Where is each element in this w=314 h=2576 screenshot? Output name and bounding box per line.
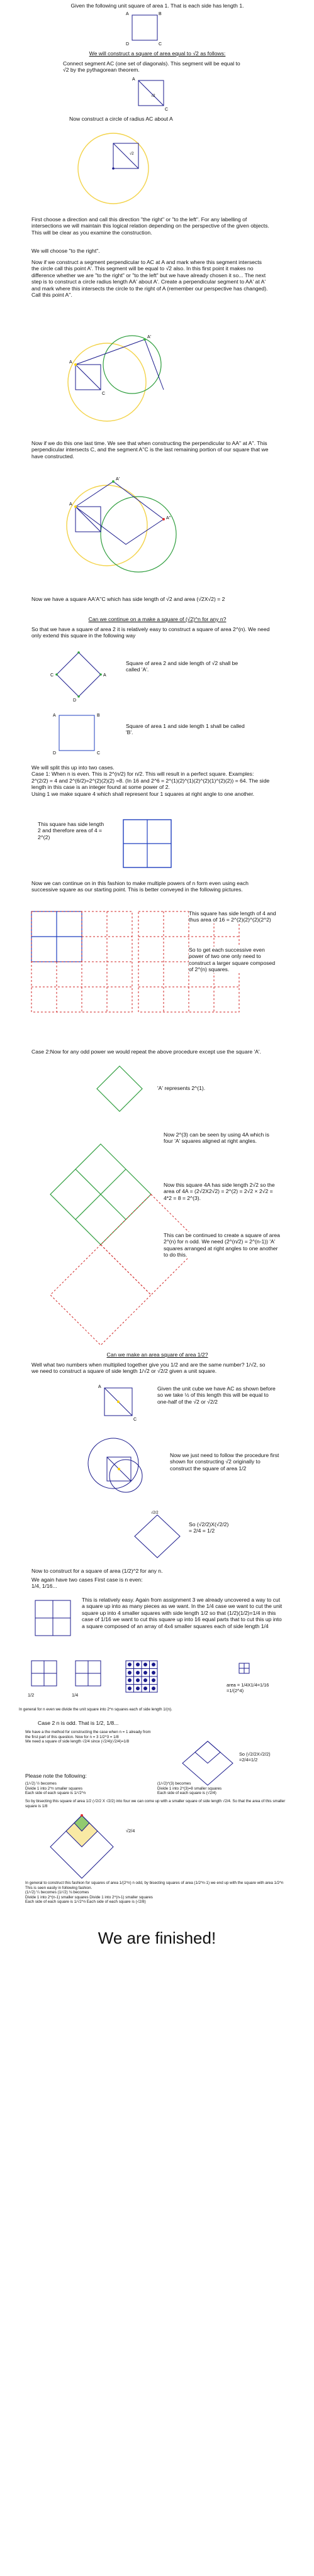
section4-heading: Can we make an area square of area 1/2? bbox=[106, 1351, 208, 1358]
label-d: D bbox=[126, 42, 130, 47]
fig-label: √2/4 bbox=[126, 1828, 135, 1834]
unit-square-figure bbox=[120, 10, 176, 48]
unit-cube-figure bbox=[94, 1383, 151, 1427]
svg-text:D: D bbox=[53, 751, 57, 756]
svg-text:√2: √2 bbox=[151, 94, 155, 98]
svg-text:D: D bbox=[73, 698, 77, 703]
two-cases-text: We again have two cases First case is n even: 1/4, 1/16... bbox=[31, 1577, 143, 1590]
svg-text:C: C bbox=[50, 673, 54, 678]
svg-text:A: A bbox=[69, 502, 72, 507]
svg-text:√2: √2 bbox=[130, 152, 134, 156]
given-text: Given the following unit square of area 1. That is each side has length 1. bbox=[70, 3, 244, 9]
half-square-figure bbox=[132, 1509, 195, 1565]
svg-text:A': A' bbox=[116, 477, 120, 482]
small-label-5: area = 1/4X1/4=1/16 =1/(2^4) bbox=[227, 1682, 269, 1693]
case2-text: Case 2:Now for any odd power we would repeat the above procedure except use the square 'A'. bbox=[31, 1049, 261, 1055]
diagonal-figure bbox=[126, 75, 182, 113]
section4-body: Well what two numbers when multiplied together give you 1/2 and are the same number? 1/√2, so we need to construct a square of side length 1/√2 or √2/2 given a unit square. bbox=[31, 1362, 266, 1375]
diagonal-text: Connect segment AC (one set of diagonals). This segment will be equal to √2 by the pythagorean theorem. bbox=[63, 60, 240, 74]
perpendicular-figure bbox=[38, 327, 201, 434]
so-half-text: So (√2/2)X(√2/2) = 2/4 = 1/2 bbox=[189, 1521, 229, 1534]
given-half-text: Given the unit cube we have AC as shown before so we take ½ of this length this will be equal to one-half of the √2 or √2/2 bbox=[157, 1385, 276, 1405]
circle-figure bbox=[76, 124, 189, 212]
construct-1-4-text: Now to construct for a square of area (1/2)^2 for any n. bbox=[31, 1568, 163, 1574]
please-note-text: Please note the following: bbox=[25, 1773, 87, 1779]
a-rep-figure bbox=[94, 1062, 157, 1119]
continued-text: This can be continued to create a square of area 2^(n) for n odd. We need (2^(n/2) = 2^(n-1)) 'A' squares arranged at right angles to one another to do this. bbox=[164, 1232, 283, 1258]
label-b: B bbox=[159, 12, 162, 16]
continue-text: Now we can continue on in this fashion to make multiple powers of n form even using each successive square as our starting point. This is better conveyed in the following pictures. bbox=[31, 880, 249, 893]
square-a-text: Square of area 2 and side length of √2 shall be called 'A'. bbox=[126, 660, 238, 673]
svg-text:A: A bbox=[69, 360, 72, 365]
svg-text:A: A bbox=[103, 673, 106, 678]
note1-text: (1/√2) ½ becomes Divide 1 into 2^n smaller squares Each side of each square is 1/√2^n bbox=[25, 1781, 86, 1796]
in-general-text: In general for n even we divide the unit square into 2^n squares each of side length 1/(n). bbox=[19, 1707, 172, 1712]
half-circle-figure bbox=[82, 1432, 170, 1507]
small-label-3: 1/4 bbox=[72, 1692, 79, 1698]
label-c: C bbox=[159, 42, 162, 47]
side2-text: This square has side length 2 and therefore area of 4 = 2^(2) bbox=[38, 821, 104, 840]
perpendicular-text: Now if we construct a segment perpendicular to AC at A and mark where this segment intersects the circle call this point A'. This segment will be equal to √2 also. In this first point it makes no difference whether we are "to the right" or "to the left" but we have already chosen it so... The next step is to construct a circle radius length AA' about A'. Create a perpendicular segment to AA' at A' and mark where this intersects the circle to the right of A (remember our perspective has changed). Call this point A''. bbox=[31, 259, 268, 299]
svg-text:B: B bbox=[97, 713, 100, 718]
choose-text: We will choose "to the right". bbox=[31, 248, 100, 254]
square-a-figure bbox=[50, 647, 120, 704]
section2-heading: Can we continue on a make a square of (√2)^n for any n? bbox=[88, 616, 227, 622]
finished-title: We are finished! bbox=[98, 1929, 216, 1947]
split-text: We will split this up into two cases. Case 1: When n is even. This is 2^(n/2) for n/2. This will result in a perfect square. Examples: 2^(2/2) = 4 and 2^(6/2)=2^(2)(2)(2) =8. (In 16 and 2^6 = 2^(1)(2)^(1)(2)^(2)(1)^(2)(2)) = 64. The side length in this case is an integer found at some power of 2. Using 1 we make square 4 which shall represent four 1 squares at right angle to one another. bbox=[31, 764, 270, 797]
circle-a-text: Now construct a circle of radius AC about A bbox=[69, 116, 173, 122]
square-b-figure bbox=[50, 710, 120, 761]
general-text: In general to construct this fashion for squares of area 1/(2^n) n odd, by bisecting squares of area (1/2^n-1) we end up with the square with area 1/2^n This is seen easily in following fashion. (1/√2) ¼ becomes (1/√2) ⅛ becomes Divide 1 into 2^(n-1) smaller squares Divide 1 into 2^(n-1) smaller squares Each side of each square is 1/√2^n Each side of each square is (√2/8) bbox=[25, 1881, 284, 1905]
a-rep-text: 'A' represents 2^(1). bbox=[157, 1085, 206, 1091]
relatively-text: This is relatively easy. Again from assignment 3 we already uncovered a way to cut a square up into as many pieces as we want. In the 1/4 case we want to cut the unit square up into 4 smaller squares with side length 1/2 so that (1/2)(1/2)=1/4 in this case of 1/16 we want to cut this square up into 16 equal parts that to cut this up into a square composed of an array of 4x4 smaller squares each of side length 1/4 bbox=[82, 1597, 283, 1629]
label-a: A bbox=[126, 12, 129, 16]
construct-heading: We will construct a square of area equal to √2 as follows: bbox=[89, 50, 226, 57]
four-square-figure bbox=[120, 816, 176, 872]
result-text: Now we have a square AA'A''C which has side length of √2 and area (√2X√2) = 2 bbox=[31, 596, 225, 602]
svg-text:C: C bbox=[97, 751, 101, 756]
svg-text:C: C bbox=[133, 1417, 137, 1422]
so-by-text: So by bisecting this square of area 1/2 (√2/2 X √2/2) into four we can come up with a smaller square of side length √2/4. So that the area of this smaller square is 1/8 bbox=[25, 1799, 286, 1808]
quarter-grid-figure bbox=[31, 1597, 76, 1641]
nested-figure bbox=[38, 1810, 164, 1880]
svg-text:C: C bbox=[165, 107, 169, 112]
follow-text: Now we just need to follow the procedure first shown for constructing √2 originally to construct the square of area 1/2 bbox=[170, 1452, 279, 1472]
note2-text: (1/√2)^(3) becomes Divide 1 into 2^(3)=8 smaller squares Each side of each square is (√2/4) bbox=[157, 1781, 222, 1796]
small-figures-row bbox=[25, 1654, 289, 1705]
a23-text: Now 2^(3) can be seen by using 4A which is four 'A' squares aligned at right angles. bbox=[164, 1131, 269, 1145]
side4-text: This square has side length of 4 and thus area of 16 = 2^(2)(2)^(2)(2^2) bbox=[189, 910, 276, 923]
successive-text: So to get each successive even power of two one only need to construct a larger square composed of 2^(n) squares. bbox=[189, 947, 277, 973]
odd-body-text: We have a the method for constructing the case when n = 1 already from the first part of this question. Now for n = 3 1/2^3 = 1/8 We need a square of side length √2/4 since (√2/4)(√2/4)=1/8 bbox=[25, 1730, 151, 1744]
small-label-1: So (√2/2X√2/2) =2/4=1/2 bbox=[239, 1751, 271, 1763]
svg-text:C: C bbox=[102, 392, 106, 396]
small-label-2: 1/2 bbox=[28, 1692, 35, 1698]
svg-text:A': A' bbox=[147, 335, 152, 339]
final-square-figure bbox=[38, 469, 201, 588]
directions-text: First choose a direction and call this direction "the right" or "to the left". For any labelling of intersections we will maintain this logical relation depending on the perspective of the given objects. This will be clear as you examine the construction. bbox=[31, 216, 269, 236]
square-b-text: Square of area 1 and side length 1 shall be called 'B'. bbox=[126, 723, 245, 736]
section2-body: So that we have a square of area 2 it is relatively easy to construct a square of area 2^(n). We need only extend this square in the following way bbox=[31, 626, 270, 639]
case2-odd-text: Case 2 n is odd. That is 1/2, 1/8... bbox=[38, 1720, 119, 1726]
svg-text:A: A bbox=[98, 1385, 101, 1389]
svg-text:A: A bbox=[53, 713, 56, 718]
svg-text:A: A bbox=[132, 77, 135, 82]
svg-text:√2/2: √2/2 bbox=[151, 1511, 159, 1515]
svg-text:A'': A'' bbox=[166, 516, 171, 520]
again-text: Now if we do this one last time. We see that when constructing the perpendicular to AA'' at A''. This perpendicular intersects C, and the segment A''C is the last remaining portion of our square that we have constructed. bbox=[31, 440, 269, 460]
four-a-figure bbox=[38, 1138, 277, 1320]
side2root-text: Now this square 4A has side length 2√2 so the area of 4A = (2√2X2√2) = 2^(2) = 2√2 × 2√2 = 4*2 = 8 = 2^(3). bbox=[164, 1182, 277, 1201]
